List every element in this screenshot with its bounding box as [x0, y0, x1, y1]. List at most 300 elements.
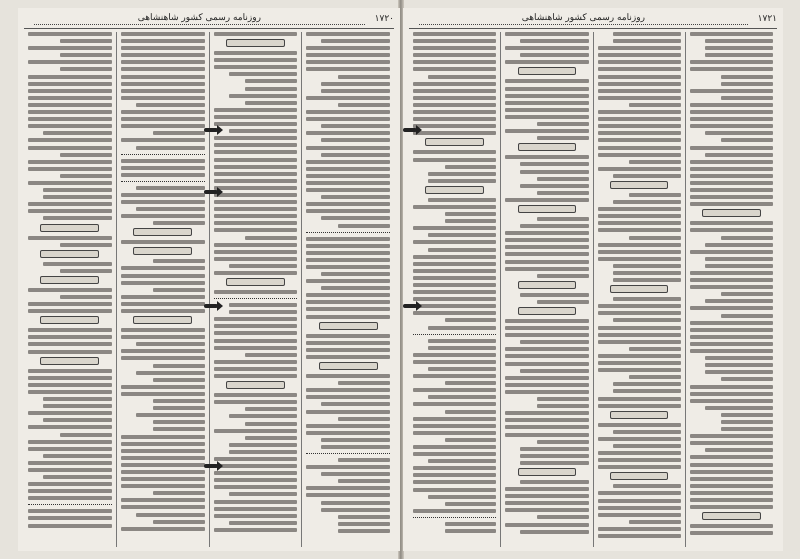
text-line	[598, 465, 681, 469]
text-line	[690, 498, 773, 502]
text-line	[43, 131, 112, 135]
text-line	[338, 417, 390, 421]
text-line	[445, 438, 497, 442]
text-line	[505, 46, 588, 50]
text-line	[598, 506, 681, 510]
section-heading-box	[702, 209, 761, 217]
text-column	[501, 32, 593, 547]
text-line	[413, 46, 496, 50]
text-line	[598, 257, 681, 261]
section-heading-box	[702, 512, 761, 520]
text-line	[153, 288, 205, 292]
section-heading-box	[226, 278, 285, 286]
text-line	[690, 195, 773, 199]
text-line	[505, 376, 588, 380]
text-line	[121, 456, 205, 460]
text-line	[245, 87, 297, 91]
text-line	[598, 146, 681, 150]
text-line	[28, 489, 112, 493]
text-line	[229, 72, 298, 76]
text-line	[505, 129, 588, 133]
text-line	[505, 267, 588, 271]
text-line	[413, 158, 496, 162]
text-line	[520, 480, 588, 484]
text-line	[413, 226, 496, 230]
text-line	[505, 487, 588, 491]
text-line	[28, 117, 112, 121]
text-line	[690, 441, 773, 445]
text-line	[306, 188, 390, 192]
text-line	[121, 240, 205, 244]
text-line	[28, 390, 112, 394]
text-line	[153, 420, 205, 424]
text-line	[428, 179, 496, 183]
text-line	[613, 271, 681, 275]
text-line	[598, 117, 681, 121]
text-line	[136, 342, 205, 346]
text-line	[413, 445, 496, 449]
text-line	[245, 101, 297, 105]
page-number-left: ۱۷۲۰	[374, 14, 394, 24]
header-rule-right	[409, 28, 777, 29]
text-line	[321, 138, 390, 142]
text-line	[214, 200, 298, 204]
text-line	[321, 82, 390, 86]
text-line	[214, 485, 298, 489]
text-line	[306, 307, 390, 311]
text-line	[121, 328, 205, 332]
section-heading-box	[610, 285, 669, 293]
text-line	[121, 477, 205, 481]
text-line	[121, 435, 205, 439]
text-line	[445, 410, 497, 414]
text-line	[690, 392, 773, 396]
text-line	[214, 507, 298, 511]
text-line	[413, 452, 496, 456]
text-line	[413, 240, 496, 244]
text-line	[505, 32, 588, 36]
text-line	[537, 191, 589, 195]
text-line	[598, 221, 681, 225]
separator-rule	[214, 298, 298, 299]
text-line	[629, 193, 681, 197]
text-line	[321, 216, 390, 220]
text-line	[28, 46, 112, 50]
text-line	[214, 32, 298, 36]
text-line	[306, 96, 390, 100]
text-line	[121, 309, 205, 313]
text-line	[306, 146, 390, 150]
section-heading-box	[40, 224, 99, 232]
text-line	[598, 89, 681, 93]
text-line	[520, 447, 588, 451]
text-line	[121, 214, 205, 218]
text-line	[43, 216, 112, 220]
text-line	[43, 195, 112, 199]
text-line	[413, 424, 496, 428]
text-line	[505, 319, 588, 323]
text-line	[505, 347, 588, 351]
text-line	[445, 502, 497, 506]
text-line	[428, 233, 496, 237]
text-line	[505, 245, 588, 249]
text-line	[214, 346, 298, 350]
section-heading-box	[610, 181, 669, 189]
text-line	[306, 117, 390, 121]
text-line	[629, 520, 681, 524]
text-line	[153, 364, 205, 368]
text-line	[321, 501, 390, 505]
text-column	[594, 32, 686, 547]
text-line	[306, 181, 390, 185]
text-line	[306, 110, 390, 114]
separator-rule	[121, 154, 205, 155]
text-line	[721, 420, 773, 424]
text-line	[690, 174, 773, 178]
text-line	[505, 425, 588, 429]
text-line	[629, 347, 681, 351]
text-line	[598, 228, 681, 232]
section-heading-box	[40, 276, 99, 284]
text-line	[613, 389, 681, 393]
text-line	[28, 328, 112, 332]
text-line	[505, 252, 588, 256]
text-line	[690, 531, 773, 535]
text-line	[690, 491, 773, 495]
text-line	[598, 82, 681, 86]
text-line	[505, 383, 588, 387]
text-line	[28, 369, 112, 373]
text-line	[445, 212, 497, 216]
text-line	[121, 281, 205, 285]
text-line	[721, 314, 773, 318]
text-line	[690, 110, 773, 114]
text-line	[214, 317, 298, 321]
text-line	[28, 96, 112, 100]
text-line	[520, 162, 588, 166]
text-line	[505, 87, 588, 91]
text-line	[121, 463, 205, 467]
text-line	[229, 443, 298, 447]
text-line	[121, 32, 205, 36]
text-line	[537, 177, 589, 181]
text-line	[598, 361, 681, 365]
text-line	[537, 397, 589, 401]
text-line	[505, 94, 588, 98]
text-line	[629, 375, 681, 379]
text-line	[690, 321, 773, 325]
text-line	[321, 286, 390, 290]
text-line	[428, 326, 496, 330]
text-line	[60, 53, 112, 57]
text-line	[520, 293, 588, 297]
newspaper-title-right: روزنامه رسمی کشور شاهنشاهی	[419, 13, 748, 25]
text-line	[214, 179, 298, 183]
section-heading-box	[518, 307, 577, 315]
section-heading-box	[610, 472, 669, 480]
section-heading-box	[518, 67, 577, 75]
text-line	[413, 255, 496, 259]
text-line	[121, 138, 205, 142]
text-line	[690, 89, 773, 93]
text-line	[214, 58, 298, 62]
text-line	[598, 124, 681, 128]
text-line	[306, 395, 390, 399]
text-line	[28, 309, 112, 313]
text-line	[598, 458, 681, 462]
text-line	[598, 167, 681, 171]
margin-marker	[204, 190, 218, 194]
text-line	[214, 514, 298, 518]
text-line	[229, 450, 298, 454]
text-line	[214, 471, 298, 475]
text-line	[306, 60, 390, 64]
text-line	[690, 306, 773, 310]
text-line	[245, 236, 297, 240]
text-line	[306, 388, 390, 392]
text-line	[690, 505, 773, 509]
text-line	[505, 79, 588, 83]
text-line	[505, 501, 588, 505]
text-line	[229, 94, 298, 98]
text-line	[505, 238, 588, 242]
text-line	[690, 202, 773, 206]
text-line	[321, 445, 390, 449]
text-line	[121, 200, 205, 204]
text-line	[505, 231, 588, 235]
text-line	[60, 174, 112, 178]
text-line	[413, 297, 496, 301]
text-line	[520, 224, 588, 228]
text-line	[306, 431, 390, 435]
text-line	[413, 473, 496, 477]
text-line	[428, 395, 496, 399]
text-line	[136, 146, 205, 150]
text-line	[229, 264, 298, 268]
text-line	[214, 331, 298, 335]
text-line	[121, 193, 205, 197]
text-line	[413, 402, 496, 406]
text-line	[413, 60, 496, 64]
text-line	[214, 250, 298, 254]
text-line	[28, 181, 112, 185]
text-line	[537, 300, 589, 304]
section-heading-box	[40, 357, 99, 365]
text-line	[613, 430, 681, 434]
text-line	[598, 207, 681, 211]
text-line	[721, 377, 773, 381]
text-line	[229, 303, 298, 307]
text-line	[28, 32, 112, 36]
text-line	[214, 172, 298, 176]
text-line	[598, 67, 681, 71]
text-line	[598, 250, 681, 254]
text-line	[413, 283, 496, 287]
text-line	[321, 153, 390, 157]
text-line	[705, 356, 773, 360]
text-line	[121, 124, 205, 128]
section-heading-box	[133, 316, 192, 324]
text-line	[598, 423, 681, 427]
text-line	[306, 244, 390, 248]
text-line	[338, 515, 390, 519]
separator-rule	[413, 517, 496, 518]
text-line	[613, 297, 681, 301]
text-line	[445, 219, 497, 223]
text-line	[598, 243, 681, 247]
text-line	[214, 528, 298, 532]
text-line	[121, 75, 205, 79]
text-line	[28, 288, 112, 292]
text-line	[445, 381, 497, 385]
text-line	[721, 82, 773, 86]
text-line	[690, 60, 773, 64]
text-line	[43, 262, 112, 266]
text-line	[537, 274, 589, 278]
margin-marker	[403, 128, 417, 132]
section-heading-box	[319, 322, 378, 330]
text-line	[214, 290, 298, 294]
text-line	[43, 188, 112, 192]
text-line	[413, 290, 496, 294]
text-line	[28, 89, 112, 93]
text-line	[413, 205, 496, 209]
text-line	[306, 486, 390, 490]
text-line	[306, 53, 390, 57]
text-line	[121, 349, 205, 353]
text-line	[413, 89, 496, 93]
text-line	[306, 279, 390, 283]
text-line	[121, 67, 205, 71]
text-line	[428, 75, 496, 79]
text-line	[28, 335, 112, 339]
text-line	[245, 407, 297, 411]
text-line	[721, 96, 773, 100]
text-line	[28, 496, 112, 500]
text-line	[321, 195, 390, 199]
text-line	[28, 236, 112, 240]
text-line	[598, 46, 681, 50]
text-line	[306, 251, 390, 255]
text-line	[321, 438, 390, 442]
text-line	[28, 447, 112, 451]
text-line	[428, 248, 496, 252]
section-heading-box	[133, 247, 192, 255]
text-line	[321, 508, 390, 512]
text-line	[121, 159, 205, 163]
text-line	[413, 311, 496, 315]
text-line	[705, 448, 773, 452]
text-line	[136, 103, 205, 107]
text-line	[121, 302, 205, 306]
page-header-left	[24, 12, 394, 26]
text-line	[214, 186, 298, 190]
text-line	[705, 264, 773, 268]
text-line	[28, 440, 112, 444]
text-line	[520, 53, 588, 57]
text-line	[598, 333, 681, 337]
text-line	[537, 136, 589, 140]
separator-rule	[306, 232, 390, 233]
text-line	[214, 400, 298, 404]
text-line	[121, 82, 205, 86]
text-line	[121, 166, 205, 170]
text-line	[214, 478, 298, 482]
text-line	[214, 108, 298, 112]
text-line	[60, 243, 112, 247]
text-line	[505, 101, 588, 105]
text-line	[153, 131, 205, 135]
text-line	[413, 353, 496, 357]
text-line	[537, 440, 589, 444]
text-line	[505, 418, 588, 422]
text-line	[28, 425, 112, 429]
text-line	[43, 475, 112, 479]
text-line	[598, 527, 681, 531]
text-line	[598, 326, 681, 330]
text-line	[598, 75, 681, 79]
text-line	[28, 60, 112, 64]
text-line	[153, 406, 205, 410]
text-line	[214, 374, 298, 378]
text-line	[705, 131, 773, 135]
text-column	[24, 32, 117, 547]
text-line	[537, 404, 589, 408]
text-line	[229, 129, 298, 133]
text-line	[121, 442, 205, 446]
text-line	[338, 224, 390, 228]
text-line	[598, 60, 681, 64]
text-line	[28, 167, 112, 171]
margin-marker	[204, 304, 218, 308]
columns-right	[409, 32, 777, 547]
text-line	[690, 124, 773, 128]
text-line	[306, 315, 390, 319]
text-line	[43, 397, 112, 401]
text-line	[121, 356, 205, 360]
text-line	[520, 340, 588, 344]
text-line	[721, 138, 773, 142]
text-line	[153, 491, 205, 495]
text-line	[60, 67, 112, 71]
text-line	[60, 39, 112, 43]
text-line	[121, 96, 205, 100]
page-header-right	[409, 12, 777, 26]
text-line	[306, 493, 390, 497]
text-line	[721, 427, 773, 431]
text-line	[413, 262, 496, 266]
text-line	[537, 515, 589, 519]
text-line	[721, 413, 773, 417]
text-line	[60, 433, 112, 437]
text-line	[690, 160, 773, 164]
text-line	[505, 362, 588, 366]
text-line	[413, 110, 496, 114]
text-line	[598, 153, 681, 157]
text-line	[598, 131, 681, 135]
text-line	[338, 479, 390, 483]
text-line	[413, 67, 496, 71]
text-line	[121, 266, 205, 270]
text-line	[690, 181, 773, 185]
text-line	[121, 335, 205, 339]
text-line	[705, 243, 773, 247]
text-line	[413, 304, 496, 308]
text-line	[28, 103, 112, 107]
section-heading-box	[518, 468, 577, 476]
text-line	[28, 124, 112, 128]
text-line	[520, 39, 588, 43]
